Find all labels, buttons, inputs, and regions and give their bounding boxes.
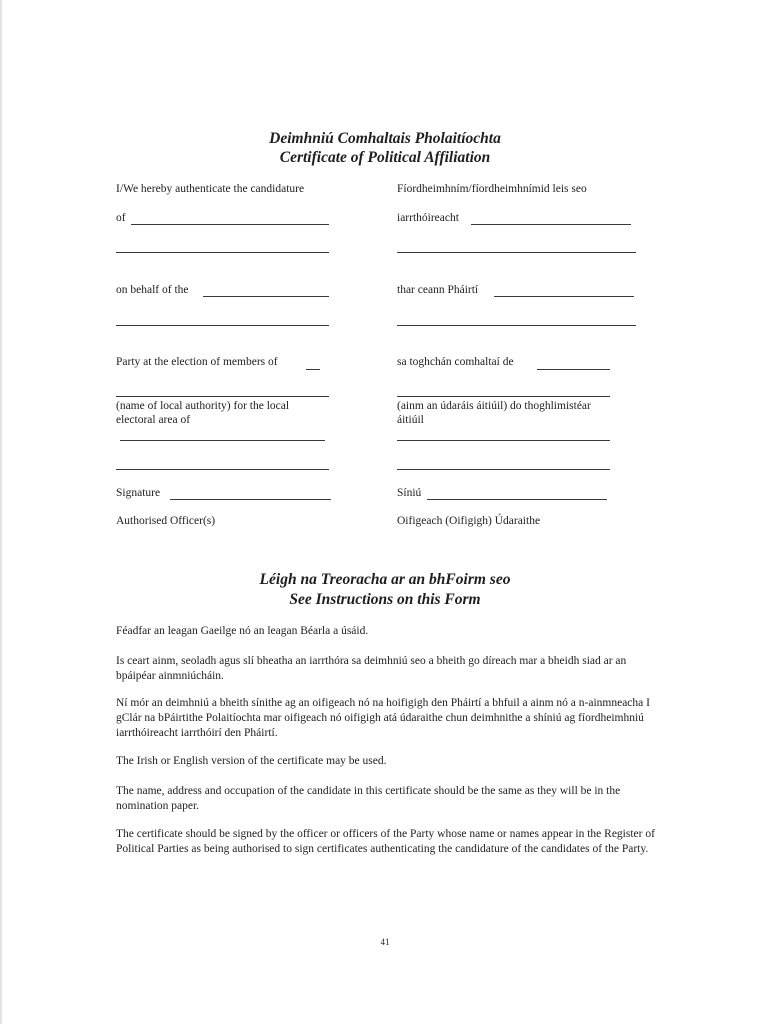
- instructions-heading-irish: Léigh na Treoracha ar an bhFoirm seo: [259, 571, 511, 588]
- left-signature-label: Signature: [116, 487, 161, 499]
- instructions-heading-english: See Instructions on this Form: [289, 591, 481, 608]
- instruction-paragraph: Féadfar an leagan Gaeilge nó an leagan Béarla a úsáid.: [116, 625, 369, 637]
- right-candidature-label: iarrthóireacht: [397, 212, 459, 224]
- candidate-field-2[interactable]: [116, 252, 329, 253]
- right-name-local-label-1: (ainm an údaráis áitiúil) do thoghlimistéar: [397, 400, 591, 412]
- title-english: Certificate of Political Affiliation: [279, 149, 491, 166]
- right-signature-field[interactable]: [427, 499, 607, 500]
- right-candidate-field-1[interactable]: [471, 224, 631, 225]
- right-party-field-2[interactable]: [397, 325, 636, 326]
- right-electoral-area-field-1[interactable]: [397, 440, 610, 441]
- right-authority-field-2[interactable]: [397, 396, 610, 397]
- right-election-label: sa toghchán comhaltaí de: [397, 356, 514, 368]
- left-name-local-label-2: electoral area of: [116, 414, 191, 426]
- authority-field-1[interactable]: [306, 369, 320, 370]
- instruction-paragraph: The name, address and occupation of the candidate in this certificate should be the same as they will be in the nomination paper.: [116, 785, 621, 812]
- electoral-area-field-2[interactable]: [116, 469, 329, 470]
- title-irish: Deimhniú Comhaltais Pholaitíochta: [269, 130, 501, 147]
- right-signature-label: Síniú: [397, 487, 422, 499]
- candidate-field-1[interactable]: [131, 224, 329, 225]
- electoral-area-field-1[interactable]: [120, 440, 325, 441]
- right-party-field-1[interactable]: [494, 296, 634, 297]
- right-authenticate-label: Fíordheimhním/fíordheimhnímid leis seo: [397, 183, 587, 195]
- right-electoral-area-field-2[interactable]: [397, 469, 610, 470]
- instruction-paragraph: The certificate should be signed by the officer or officers of the Party whose name or names appear in the Register of Political Parties as being authorised to sign certificates authenticating the candidature of the candidates of the Party.: [116, 828, 655, 855]
- instruction-paragraph: The Irish or English version of the certificate may be used.: [116, 755, 387, 767]
- instruction-paragraph: Is ceart ainm, seoladh agus slí bheatha an iarrthóra sa deimhniú seo a bheith go díreach mar a bheidh siad ar an bpáipéar ainmniúcháin.: [116, 655, 627, 682]
- right-on-behalf-label: thar ceann Pháirtí: [397, 284, 479, 296]
- left-of-label: of: [116, 212, 126, 224]
- right-authorised-label: Oifigeach (Oifigigh) Údaraithe: [397, 515, 541, 527]
- left-name-local-label-1: (name of local authority) for the local: [116, 400, 290, 412]
- authority-field-2[interactable]: [116, 396, 329, 397]
- left-authorised-label: Authorised Officer(s): [116, 515, 216, 527]
- left-party-election-label: Party at the election of members of: [116, 356, 278, 368]
- right-candidate-field-2[interactable]: [397, 252, 636, 253]
- instruction-paragraph: Ní mór an deimhniú a bheith sínithe ag an oifigeach nó na hoifigigh den Pháirtí a bhfuil a ainm nó a n-ainmneacha I gClár na bPáirtithe Polaitíochta mar oifigeach nó oifigigh atá údaraithe chun deimhnithe a shíniú ag fíordheimhniú iarrthóireacht iarrthóirí den Pháirtí.: [116, 697, 650, 739]
- party-field-1[interactable]: [203, 296, 329, 297]
- right-name-local-label-2: áitiúil: [397, 414, 424, 426]
- party-field-2[interactable]: [116, 325, 329, 326]
- right-authority-field-1[interactable]: [537, 369, 610, 370]
- page-number: 41: [380, 937, 390, 947]
- left-authenticate-label: I/We hereby authenticate the candidature: [116, 183, 305, 195]
- left-on-behalf-label: on behalf of the: [116, 284, 189, 296]
- signature-field[interactable]: [170, 499, 331, 500]
